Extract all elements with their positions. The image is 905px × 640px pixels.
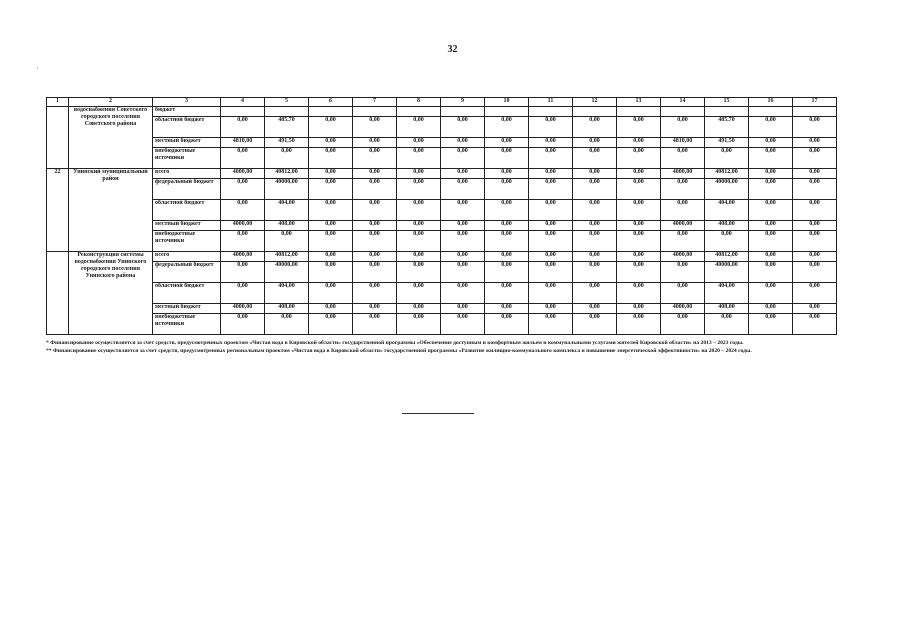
table-row xyxy=(47,231,837,252)
amount-cell: 0,00 xyxy=(617,117,661,138)
amount-cell: 408,00 xyxy=(705,221,749,231)
amount-cell: 0,00 xyxy=(441,262,485,283)
amount-cell: 0,00 xyxy=(529,169,573,179)
budget-table xyxy=(46,97,837,335)
table-row xyxy=(47,169,837,179)
amount-cell: 0,00 xyxy=(485,221,529,231)
amount-cell: 0,00 xyxy=(529,148,573,169)
amount-cell: 0,00 xyxy=(485,200,529,221)
amount-cell: 0,00 xyxy=(485,117,529,138)
amount-cell: 0,00 xyxy=(617,262,661,283)
amount-cell: 0,00 xyxy=(309,231,353,252)
amount-cell: 408,00 xyxy=(265,221,309,231)
amount-cell: 0,00 xyxy=(749,148,793,169)
amount-cell: 0,00 xyxy=(793,304,837,314)
amount-cell: 4000,00 xyxy=(221,169,265,179)
amount-cell: 404,00 xyxy=(265,283,309,304)
amount-cell: 0,00 xyxy=(221,231,265,252)
amount-cell: 491,50 xyxy=(265,138,309,148)
amount-cell: 0,00 xyxy=(573,138,617,148)
amount-cell: 485,70 xyxy=(265,117,309,138)
amount-cell: 0,00 xyxy=(441,200,485,221)
amount-cell: 0,00 xyxy=(397,262,441,283)
amount-cell: 0,00 xyxy=(617,231,661,252)
amount-cell: 0,00 xyxy=(485,262,529,283)
funding-source: местный бюджет xyxy=(153,304,221,314)
amount-cell: 0,00 xyxy=(617,179,661,200)
table-row xyxy=(47,200,837,221)
amount-cell: 0,00 xyxy=(793,314,837,335)
amount-cell: 0,00 xyxy=(485,283,529,304)
amount-cell: 0,00 xyxy=(573,283,617,304)
amount-cell: 0,00 xyxy=(661,117,705,138)
amount-cell: 0,00 xyxy=(529,252,573,262)
amount-cell: 4000,00 xyxy=(221,221,265,231)
table-row xyxy=(47,283,837,304)
amount-cell xyxy=(441,107,485,117)
amount-cell: 0,00 xyxy=(661,200,705,221)
amount-cell: 0,00 xyxy=(573,179,617,200)
column-header: 5 xyxy=(265,98,309,107)
amount-cell: 0,00 xyxy=(617,221,661,231)
amount-cell: 0,00 xyxy=(221,200,265,221)
amount-cell: 0,00 xyxy=(353,231,397,252)
amount-cell: 0,00 xyxy=(397,179,441,200)
table-row xyxy=(47,221,837,231)
amount-cell: 0,00 xyxy=(353,138,397,148)
amount-cell: 404,00 xyxy=(705,283,749,304)
amount-cell: 0,00 xyxy=(793,262,837,283)
amount-cell: 0,00 xyxy=(617,148,661,169)
end-divider xyxy=(402,413,474,414)
amount-cell: 0,00 xyxy=(485,138,529,148)
column-header: 8 xyxy=(397,98,441,107)
amount-cell xyxy=(793,107,837,117)
amount-cell: 0,00 xyxy=(749,231,793,252)
funding-source: внебюджетные источники xyxy=(153,314,221,335)
amount-cell: 0,00 xyxy=(485,252,529,262)
amount-cell: 491,50 xyxy=(705,138,749,148)
table-row xyxy=(47,107,837,117)
amount-cell xyxy=(529,107,573,117)
amount-cell: 404,00 xyxy=(265,200,309,221)
amount-cell: 0,00 xyxy=(441,314,485,335)
amount-cell: 0,00 xyxy=(309,252,353,262)
column-header: 1 xyxy=(47,98,69,107)
amount-cell: 0,00 xyxy=(397,283,441,304)
amount-cell: 0,00 xyxy=(529,138,573,148)
row-index: 22 xyxy=(47,169,69,252)
amount-cell: 0,00 xyxy=(221,179,265,200)
amount-cell: 0,00 xyxy=(661,262,705,283)
amount-cell: 0,00 xyxy=(353,304,397,314)
amount-cell: 40000,00 xyxy=(265,262,309,283)
amount-cell: 0,00 xyxy=(397,314,441,335)
amount-cell: 0,00 xyxy=(749,221,793,231)
amount-cell: 0,00 xyxy=(793,148,837,169)
amount-cell: 0,00 xyxy=(441,138,485,148)
amount-cell: 0,00 xyxy=(441,117,485,138)
column-header: 11 xyxy=(529,98,573,107)
amount-cell: 0,00 xyxy=(485,314,529,335)
funding-source: областной бюджет xyxy=(153,200,221,221)
amount-cell: 0,00 xyxy=(397,148,441,169)
amount-cell xyxy=(705,107,749,117)
amount-cell: 0,00 xyxy=(221,283,265,304)
column-header: 9 xyxy=(441,98,485,107)
amount-cell: 0,00 xyxy=(661,231,705,252)
amount-cell: 0,00 xyxy=(793,169,837,179)
amount-cell xyxy=(353,107,397,117)
amount-cell: 0,00 xyxy=(441,231,485,252)
amount-cell: 0,00 xyxy=(309,117,353,138)
table-header-row xyxy=(47,98,837,107)
amount-cell: 0,00 xyxy=(705,314,749,335)
amount-cell: 0,00 xyxy=(573,169,617,179)
footnotes xyxy=(46,340,836,355)
amount-cell: 408,00 xyxy=(265,304,309,314)
amount-cell: 0,00 xyxy=(529,117,573,138)
amount-cell: 0,00 xyxy=(485,179,529,200)
column-header: 4 xyxy=(221,98,265,107)
amount-cell: 0,00 xyxy=(353,148,397,169)
funding-source: внебюджетные источники xyxy=(153,231,221,252)
amount-cell: 0,00 xyxy=(749,262,793,283)
amount-cell: 0,00 xyxy=(353,221,397,231)
amount-cell: 0,00 xyxy=(309,138,353,148)
amount-cell: 0,00 xyxy=(573,231,617,252)
funding-source: областной бюджет xyxy=(153,283,221,304)
amount-cell: 0,00 xyxy=(353,262,397,283)
amount-cell: 0,00 xyxy=(485,304,529,314)
amount-cell: 0,00 xyxy=(221,117,265,138)
amount-cell: 0,00 xyxy=(793,179,837,200)
amount-cell: 0,00 xyxy=(221,314,265,335)
amount-cell xyxy=(617,107,661,117)
amount-cell: 0,00 xyxy=(573,221,617,231)
amount-cell: 0,00 xyxy=(573,304,617,314)
amount-cell: 40812,00 xyxy=(705,252,749,262)
amount-cell: 0,00 xyxy=(793,117,837,138)
amount-cell: 0,00 xyxy=(397,252,441,262)
funding-source: федеральный бюджет xyxy=(153,262,221,283)
amount-cell: 0,00 xyxy=(661,314,705,335)
amount-cell: 4000,00 xyxy=(221,304,265,314)
amount-cell: 0,00 xyxy=(793,283,837,304)
amount-cell xyxy=(221,107,265,117)
amount-cell: 0,00 xyxy=(353,117,397,138)
margin-mark: · xyxy=(36,64,39,73)
row-index xyxy=(47,252,69,335)
project-name: водоснабжения Советского городского поселения Советского района xyxy=(69,107,153,169)
amount-cell: 4810,00 xyxy=(661,138,705,148)
amount-cell: 0,00 xyxy=(529,314,573,335)
table-row xyxy=(47,314,837,335)
amount-cell: 0,00 xyxy=(309,200,353,221)
amount-cell: 0,00 xyxy=(661,148,705,169)
amount-cell: 0,00 xyxy=(617,314,661,335)
column-header: 7 xyxy=(353,98,397,107)
amount-cell: 0,00 xyxy=(793,221,837,231)
amount-cell: 0,00 xyxy=(529,231,573,252)
amount-cell: 485,70 xyxy=(705,117,749,138)
amount-cell: 0,00 xyxy=(793,200,837,221)
table-row xyxy=(47,117,837,138)
funding-source: всего xyxy=(153,252,221,262)
amount-cell: 0,00 xyxy=(397,231,441,252)
funding-source: областной бюджет xyxy=(153,117,221,138)
column-header: 16 xyxy=(749,98,793,107)
amount-cell: 0,00 xyxy=(617,304,661,314)
table-row xyxy=(47,262,837,283)
amount-cell: 0,00 xyxy=(529,283,573,304)
amount-cell: 0,00 xyxy=(353,252,397,262)
amount-cell: 0,00 xyxy=(749,314,793,335)
amount-cell: 4000,00 xyxy=(661,252,705,262)
amount-cell: 0,00 xyxy=(265,231,309,252)
amount-cell: 40812,00 xyxy=(265,169,309,179)
amount-cell: 0,00 xyxy=(353,314,397,335)
table-body xyxy=(47,107,837,335)
amount-cell: 0,00 xyxy=(573,252,617,262)
amount-cell: 0,00 xyxy=(573,148,617,169)
amount-cell xyxy=(265,107,309,117)
page-number: 32 xyxy=(447,44,458,55)
amount-cell: 0,00 xyxy=(617,169,661,179)
amount-cell: 0,00 xyxy=(441,252,485,262)
amount-cell: 0,00 xyxy=(529,304,573,314)
amount-cell: 0,00 xyxy=(529,221,573,231)
amount-cell xyxy=(573,107,617,117)
amount-cell: 0,00 xyxy=(309,148,353,169)
amount-cell: 0,00 xyxy=(309,262,353,283)
amount-cell: 0,00 xyxy=(485,148,529,169)
amount-cell: 0,00 xyxy=(309,283,353,304)
amount-cell: 0,00 xyxy=(309,304,353,314)
column-header: 14 xyxy=(661,98,705,107)
amount-cell: 0,00 xyxy=(617,252,661,262)
amount-cell: 0,00 xyxy=(485,231,529,252)
amount-cell: 40000,00 xyxy=(265,179,309,200)
amount-cell: 0,00 xyxy=(353,200,397,221)
amount-cell: 0,00 xyxy=(441,304,485,314)
column-header: 6 xyxy=(309,98,353,107)
amount-cell: 4000,00 xyxy=(221,252,265,262)
amount-cell: 0,00 xyxy=(617,283,661,304)
amount-cell: 0,00 xyxy=(749,304,793,314)
amount-cell: 0,00 xyxy=(441,169,485,179)
amount-cell: 4000,00 xyxy=(661,221,705,231)
amount-cell: 0,00 xyxy=(573,117,617,138)
amount-cell: 0,00 xyxy=(529,262,573,283)
amount-cell: 0,00 xyxy=(529,200,573,221)
column-header: 3 xyxy=(153,98,221,107)
amount-cell: 0,00 xyxy=(397,304,441,314)
amount-cell: 0,00 xyxy=(793,231,837,252)
funding-source: местный бюджет xyxy=(153,221,221,231)
amount-cell: 0,00 xyxy=(397,117,441,138)
amount-cell xyxy=(309,107,353,117)
column-header: 2 xyxy=(69,98,153,107)
amount-cell: 0,00 xyxy=(309,221,353,231)
amount-cell: 0,00 xyxy=(265,148,309,169)
table-row xyxy=(47,138,837,148)
amount-cell: 0,00 xyxy=(309,179,353,200)
amount-cell: 0,00 xyxy=(353,169,397,179)
table-row xyxy=(47,179,837,200)
amount-cell: 40812,00 xyxy=(265,252,309,262)
amount-cell xyxy=(397,107,441,117)
amount-cell: 4810,00 xyxy=(221,138,265,148)
amount-cell: 0,00 xyxy=(397,200,441,221)
amount-cell: 0,00 xyxy=(265,314,309,335)
column-header: 15 xyxy=(705,98,749,107)
row-index xyxy=(47,107,69,169)
amount-cell: 0,00 xyxy=(397,138,441,148)
amount-cell xyxy=(749,107,793,117)
amount-cell: 0,00 xyxy=(353,283,397,304)
table-row xyxy=(47,148,837,169)
column-header: 17 xyxy=(793,98,837,107)
funding-source: всего xyxy=(153,169,221,179)
amount-cell: 0,00 xyxy=(749,200,793,221)
column-header: 13 xyxy=(617,98,661,107)
amount-cell: 0,00 xyxy=(661,179,705,200)
amount-cell: 0,00 xyxy=(485,169,529,179)
funding-source: внебюджетные источники xyxy=(153,148,221,169)
amount-cell: 0,00 xyxy=(749,117,793,138)
amount-cell: 0,00 xyxy=(705,231,749,252)
column-header: 10 xyxy=(485,98,529,107)
funding-source: бюджет xyxy=(153,107,221,117)
amount-cell: 0,00 xyxy=(441,179,485,200)
amount-cell: 404,00 xyxy=(705,200,749,221)
amount-cell: 0,00 xyxy=(221,148,265,169)
project-name: Реконструкция системы водоснабжения Унинского городского поселения Унинского района xyxy=(69,252,153,335)
amount-cell: 408,00 xyxy=(705,304,749,314)
amount-cell: 0,00 xyxy=(529,179,573,200)
amount-cell xyxy=(485,107,529,117)
amount-cell: 0,00 xyxy=(661,283,705,304)
amount-cell xyxy=(661,107,705,117)
amount-cell: 0,00 xyxy=(573,314,617,335)
amount-cell: 0,00 xyxy=(353,179,397,200)
amount-cell: 40812,00 xyxy=(705,169,749,179)
amount-cell: 40000,00 xyxy=(705,262,749,283)
amount-cell: 4000,00 xyxy=(661,169,705,179)
amount-cell: 0,00 xyxy=(397,221,441,231)
amount-cell: 0,00 xyxy=(793,138,837,148)
amount-cell: 0,00 xyxy=(749,138,793,148)
amount-cell: 0,00 xyxy=(221,262,265,283)
amount-cell: 0,00 xyxy=(441,148,485,169)
amount-cell: 0,00 xyxy=(441,283,485,304)
amount-cell: 0,00 xyxy=(573,200,617,221)
amount-cell: 0,00 xyxy=(441,221,485,231)
funding-source: федеральный бюджет xyxy=(153,179,221,200)
column-header: 12 xyxy=(573,98,617,107)
amount-cell: 0,00 xyxy=(705,148,749,169)
funding-source: местный бюджет xyxy=(153,138,221,148)
amount-cell: 0,00 xyxy=(309,169,353,179)
amount-cell: 0,00 xyxy=(749,169,793,179)
amount-cell: 0,00 xyxy=(573,262,617,283)
footnote-1: * Финансирование осуществляется за счет средств, предусмотренных проектом «Чистая вода в Кировской области» государственной программы «Обеспечение доступным и комфортным жильем и коммунальными услугами жителей Кировской области» на 2013 – 2021 годы. xyxy=(46,340,744,346)
amount-cell: 4000,00 xyxy=(661,304,705,314)
amount-cell: 0,00 xyxy=(793,252,837,262)
amount-cell: 0,00 xyxy=(749,252,793,262)
table-row xyxy=(47,304,837,314)
amount-cell: 0,00 xyxy=(749,283,793,304)
project-name: Унинский муниципальный район xyxy=(69,169,153,252)
amount-cell: 0,00 xyxy=(397,169,441,179)
amount-cell: 0,00 xyxy=(309,314,353,335)
amount-cell: 0,00 xyxy=(617,138,661,148)
footnote-2: ** Финансирование осуществляется за счет средств, предусмотренных региональным проектом «Чистая вода в Кировской области» государственной программы «Развитие жилищно-коммунального комплекса и повышение энергетической эффективности» на 2020 – 2024 годы. xyxy=(46,347,752,354)
table-row xyxy=(47,252,837,262)
amount-cell: 0,00 xyxy=(749,179,793,200)
amount-cell: 40000,00 xyxy=(705,179,749,200)
amount-cell: 0,00 xyxy=(617,200,661,221)
